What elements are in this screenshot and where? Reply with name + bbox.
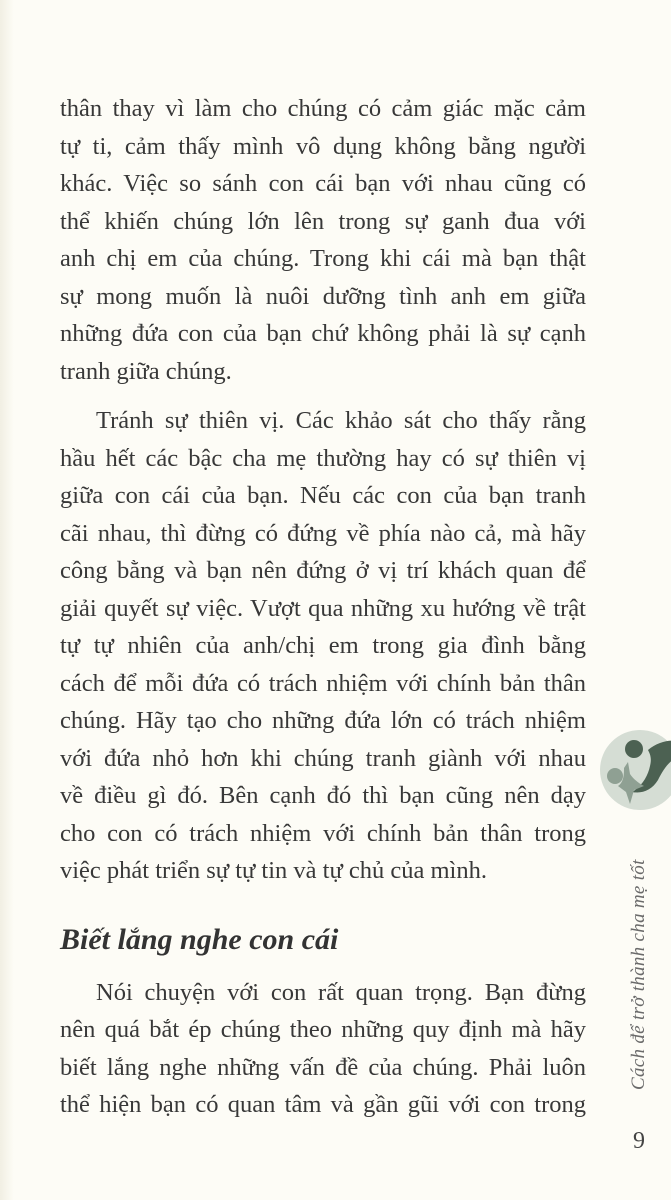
text-line: nên quá bắt ép chúng theo những quy định mà hãy (60, 1016, 586, 1043)
paragraph-avoid-favoritism (60, 402, 586, 890)
text-line: công bằng và bạn nên đứng ở vị trí khách quan để (60, 557, 586, 584)
text-line: giải quyết sự việc. Vượt qua những xu hướng về trật (60, 594, 586, 622)
page-body (60, 90, 586, 1124)
text-line: những đứa con của bạn chứ không phải là sự cạnh (60, 320, 586, 347)
text-line: hầu hết các bậc cha mẹ thường hay có sự thiên vị (60, 444, 586, 472)
text-line: việc phát triển sự tự tin và tự chủ của mình. (60, 857, 487, 884)
text-line: cách để mỗi đứa có trách nhiệm với chính bản thân (60, 669, 586, 697)
section-heading: Biết lắng nghe con cái (60, 922, 339, 956)
text-line: với đứa nhỏ hơn khi chúng tranh giành với nhau (60, 744, 586, 772)
text-line: cãi nhau, thì đừng có đứng về phía nào cả, mà hãy (60, 519, 586, 547)
text-line: Tránh sự thiên vị. Các khảo sát cho thấy rằng (96, 407, 586, 434)
page-gutter-shadow (0, 0, 14, 1200)
text-line: khác. Việc so sánh con cái bạn với nhau cũng có (60, 170, 586, 197)
text-line: anh chị em của chúng. Trong khi cái mà bạn thật (60, 245, 586, 272)
paragraph-comparison (60, 90, 586, 390)
running-title: Cách để trở thành cha mẹ tốt (628, 859, 649, 1090)
text-line: tranh giữa chúng. (60, 357, 232, 385)
parent-child-figure-icon (598, 728, 671, 812)
text-line: biết lắng nghe những vấn đề của chúng. Phải luôn (60, 1053, 586, 1081)
text-line: Nói chuyện với con rất quan trọng. Bạn đừng (96, 978, 586, 1006)
text-line: tự tự nhiên của anh/chị em trong gia đình bằng (60, 632, 586, 659)
text-line: chúng. Hãy tạo cho những đứa lớn có trách nhiệm (60, 707, 586, 734)
text-line: tự ti, cảm thấy mình vô dụng không bằng người (60, 132, 586, 160)
text-line: thể hiện bạn có quan tâm và gần gũi với con trong (60, 1091, 586, 1118)
text-line: thân thay vì làm cho chúng có cảm giác mặc cảm (60, 95, 586, 122)
text-line: về điều gì đó. Bên cạnh đó thì bạn cũng nên dạy (60, 782, 586, 809)
text-line: cho con có trách nhiệm với chính bản thân trong (60, 819, 586, 847)
page-number: 9 (633, 1128, 645, 1154)
text-line: giữa con cái của bạn. Nếu các con của bạn tranh (60, 482, 586, 509)
text-line: sự mong muốn là nuôi dưỡng tình anh em giữa (60, 282, 586, 310)
paragraph-listening (60, 974, 586, 1124)
text-line: thể khiến chúng lớn lên trong sự ganh đua với (60, 207, 586, 235)
